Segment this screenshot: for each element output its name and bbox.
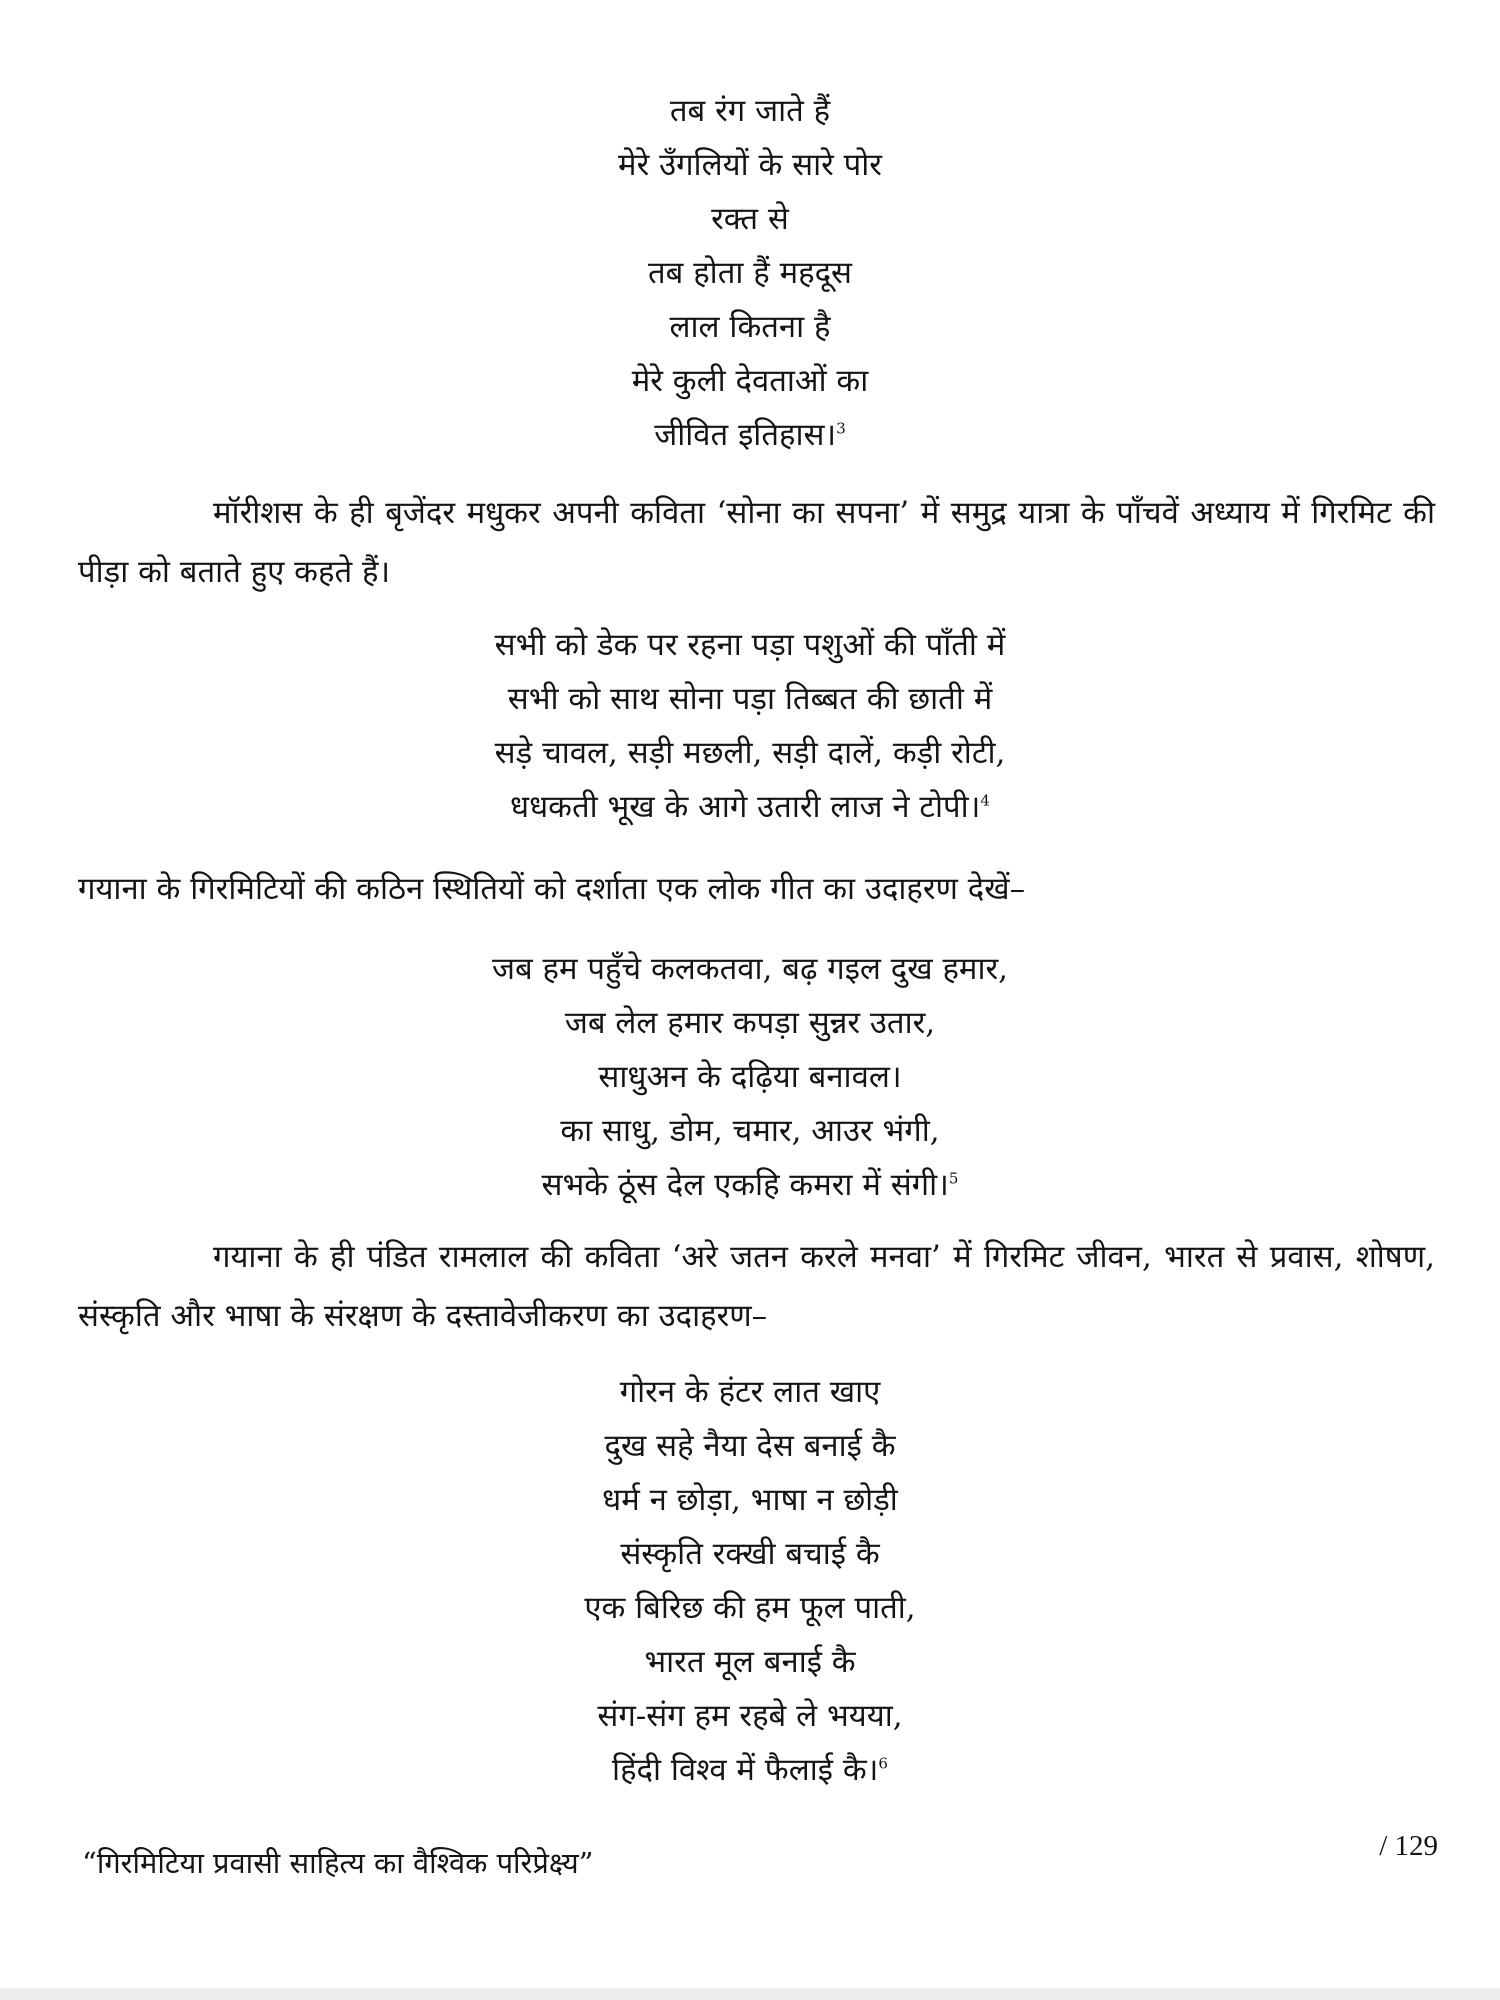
poem-line: दुख सहे नैया देस बनाई कै: [604, 1428, 896, 1464]
footnote-marker: 4: [980, 791, 990, 810]
poem-line-last: [0, 408, 1500, 462]
footnote-marker: 3: [836, 419, 846, 438]
poem-line: जब हम पहुँचे कलकतवा, बढ़ गइल दुख हमार,: [491, 951, 1009, 987]
poem-block-1: [0, 84, 1500, 462]
running-footer-title: “गिरमिटिया प्रवासी साहित्य का वैश्विक परिप्रेक्ष्य”: [82, 1846, 594, 1880]
poem-block-2: [0, 618, 1500, 834]
paragraph-text: गयाना के ही पंडित रामलाल की कविता ‘अरे जतन करले मनवा’ में गिरमिट जीवन, भारत से प्रवास, शोषण, संस्कृति और भाषा के संरक्षण के दस्तावेजीकरण का उदाहरण–: [78, 1239, 1435, 1334]
poem-line: सभी को डेक पर रहना पड़ा पशुओं की पाँती में: [494, 627, 1006, 663]
poem-line-last: [0, 1158, 1500, 1212]
poem-line: तब होता हैं महदूस: [648, 255, 852, 291]
poem-line-text: धधकती भूख के आगे उतारी लाज ने टोपी।: [510, 789, 981, 825]
page-number: / 129: [1379, 1830, 1438, 1862]
poem-block-4: [0, 1365, 1500, 1797]
poem-line: लाल कितना है: [669, 309, 831, 345]
poem-line: संस्कृति रक्खी बचाई कै: [620, 1536, 880, 1572]
poem-line: भारत मूल बनाई कै: [644, 1644, 856, 1680]
poem-line: सड़े चावल, सड़ी मछली, सड़ी दालें, कड़ी रोटी,: [494, 735, 1006, 771]
poem-line: गोरन के हंटर लात खाए: [619, 1374, 881, 1410]
scan-bottom-edge: [0, 1988, 1500, 2000]
poem-line: एक बिरिछ की हम फूल पाती,: [584, 1590, 916, 1626]
poem-line: का साधु, डोम, चमार, आउर भंगी,: [560, 1113, 940, 1149]
footnote-marker: 6: [878, 1754, 888, 1773]
poem-line-text: जीवित इतिहास।: [654, 417, 837, 453]
poem-block-3: [0, 942, 1500, 1212]
poem-line-text: हिंदी विश्व में फैलाई कै।: [612, 1752, 879, 1788]
poem-line-last: [0, 780, 1500, 834]
footnote-marker: 5: [948, 1169, 959, 1188]
poem-line: संग-संग हम रहबे ले भयया,: [597, 1698, 903, 1734]
paragraph-text: मॉरीशस के ही बृजेंदर मधुकर अपनी कविता ‘सोना का सपना’ में समुद्र यात्रा के पाँचवें अध्याय में गिरमिट की पीड़ा को बताते हुए कहते हैं।: [78, 495, 1435, 590]
poem-line: साधुअन के दढ़िया बनावल।: [598, 1059, 902, 1095]
poem-line: धर्म न छोड़ा, भाषा न छोड़ी: [602, 1482, 898, 1518]
paragraph-3: [78, 1228, 1435, 1346]
poem-line-last: [0, 1743, 1500, 1797]
paragraph-1: [78, 484, 1435, 602]
poem-line: सभी को साथ सोना पड़ा तिब्बत की छाती में: [507, 681, 993, 717]
poem-line: रक्त से: [711, 201, 789, 237]
paragraph-2: गयाना के गिरमिटियों की कठिन स्थितियों को दर्शाता एक लोक गीत का उदाहरण देखें–: [78, 871, 1026, 907]
poem-line: तब रंग जाते हैं: [669, 93, 831, 129]
poem-line: जब लेल हमार कपड़ा सुन्नर उतार,: [564, 1005, 936, 1041]
poem-line-text: सभके ठूंस देल एकहि कमरा में संगी।: [541, 1167, 949, 1203]
poem-line: मेरे कुली देवताओं का: [631, 363, 869, 399]
poem-line: मेरे उँगलियों के सारे पोर: [618, 147, 882, 183]
